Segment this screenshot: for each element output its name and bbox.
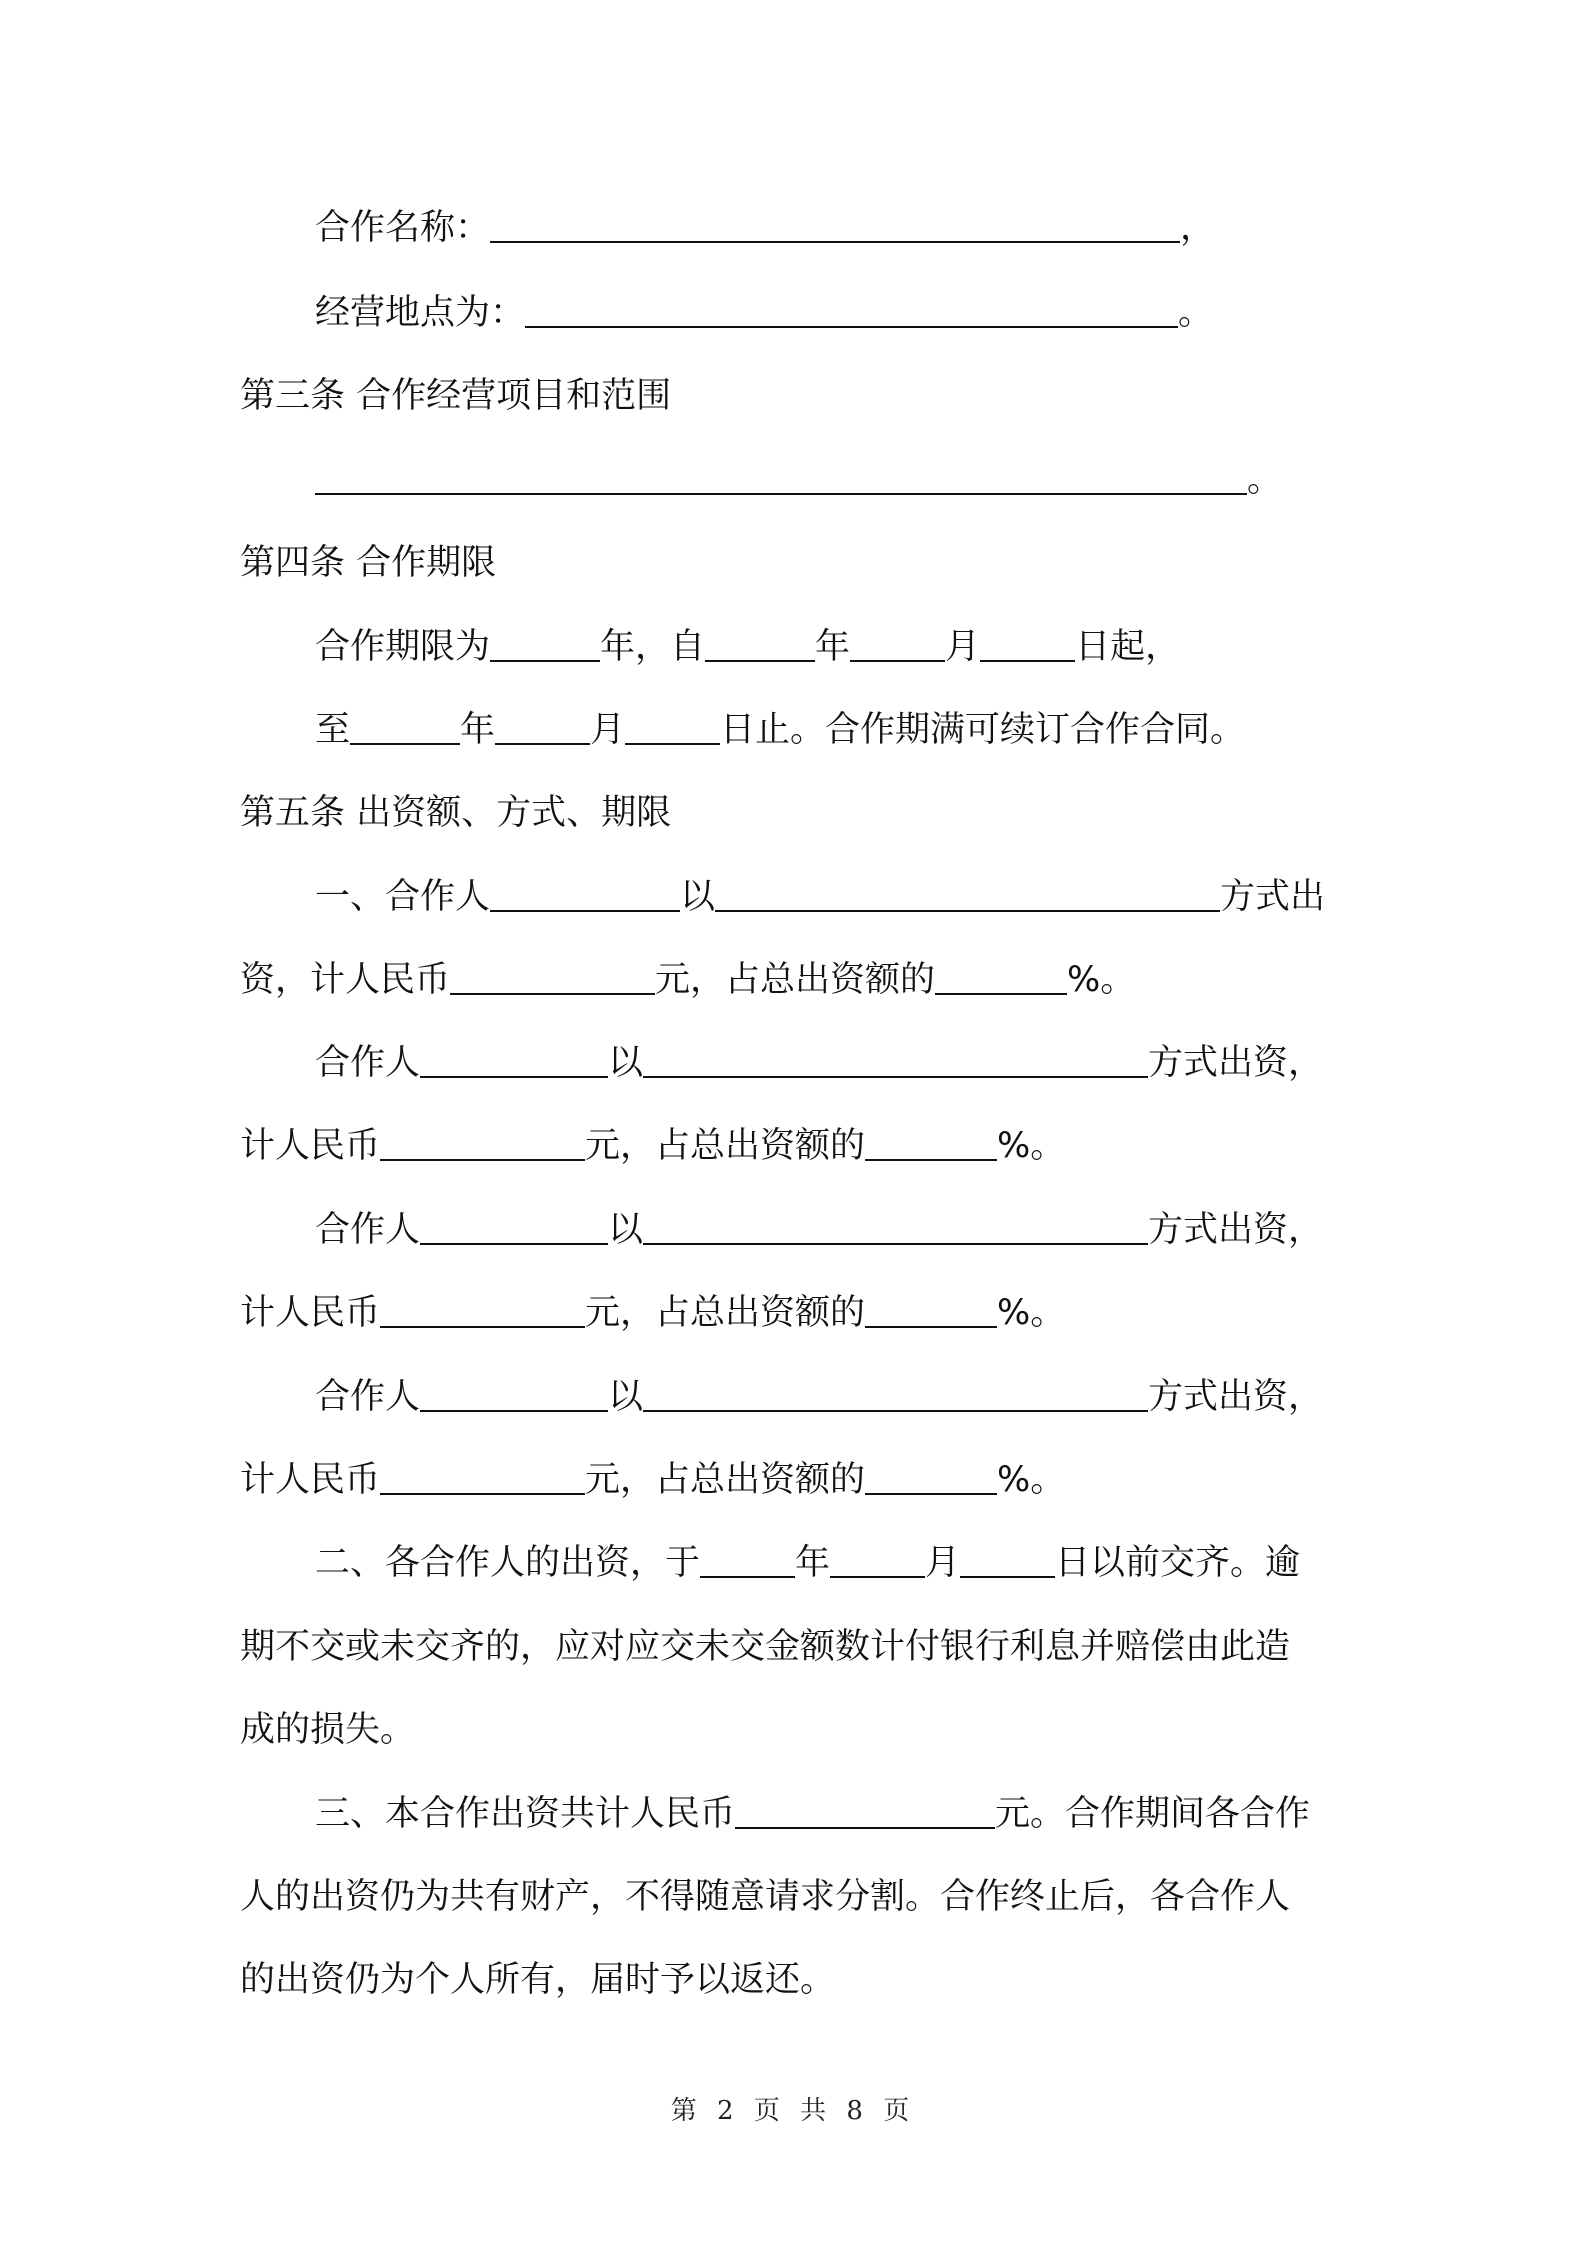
contribution-method-blank[interactable] (643, 1372, 1148, 1412)
contribution-text: 方式出资， (1148, 1377, 1324, 1417)
payment-deadline-line-1 (240, 1533, 1360, 1593)
contribution-percent-blank[interactable] (935, 955, 1067, 995)
contribution-amount-blank[interactable] (450, 955, 655, 995)
end-day-blank[interactable] (625, 705, 720, 745)
term-line-1 (240, 617, 1360, 677)
term-text: 年，自 (600, 627, 706, 667)
contribution-percent-blank[interactable] (865, 1288, 997, 1328)
contribution-text: 方式出资， (1148, 1210, 1324, 1250)
article-5-heading: 第五条 出资额、方式、期限 (240, 793, 672, 833)
article-3-heading: 第三条 合作经营项目和范围 (240, 376, 672, 416)
contribution-text: 以 (680, 877, 716, 917)
total-capital-line-3: 的出资仍为个人所有，届时予以返还。 (240, 1960, 836, 2000)
partner-name-blank[interactable] (420, 1038, 608, 1078)
payment-deadline-line-3: 成的损失。 (240, 1710, 416, 1750)
contribution-text: 元，占总出资额的 (585, 1293, 866, 1333)
article-4-heading: 第四条 合作期限 (240, 543, 497, 583)
contribution-text: 元，占总出资额的 (655, 960, 936, 1000)
contribution-text: %。 (997, 1126, 1066, 1166)
contribution-text: %。 (997, 1293, 1066, 1333)
partner-name-blank[interactable] (490, 872, 680, 912)
deadline-text: 月 (925, 1543, 961, 1583)
payment-deadline-line-2: 期不交或未交齐的，应对应交未交金额数计付银行利息并赔偿由此造 (240, 1627, 1291, 1667)
term-text: 日止。合作期满可续订合作合同。 (720, 710, 1246, 750)
deadline-text: 日以前交齐。逾 (1055, 1543, 1301, 1583)
start-year-blank[interactable] (705, 622, 815, 662)
contribution-2-line-1 (240, 1033, 1360, 1093)
deadline-text: 年 (795, 1543, 831, 1583)
start-day-blank[interactable] (980, 622, 1075, 662)
contribution-method-blank[interactable] (643, 1038, 1148, 1078)
term-text: 年 (815, 627, 851, 667)
punctuation: 。 (1178, 293, 1214, 333)
end-year-blank[interactable] (350, 705, 460, 745)
end-month-blank[interactable] (495, 705, 590, 745)
contribution-text: 合作人 (315, 1043, 421, 1083)
partner-name-blank[interactable] (420, 1372, 608, 1412)
deadline-month-blank[interactable] (830, 1538, 925, 1578)
contribution-1-line-2 (240, 950, 1360, 1010)
contribution-3-line-1 (240, 1200, 1360, 1260)
business-place-blank[interactable] (525, 288, 1178, 328)
contribution-text: 方式出资， (1148, 1043, 1324, 1083)
business-place-line (240, 283, 1360, 343)
page-number-footer: 第 2 页 共 8 页 (670, 2096, 916, 2126)
term-text: 月 (945, 627, 981, 667)
term-text: 至 (315, 710, 351, 750)
contribution-text: %。 (1067, 960, 1136, 1000)
punctuation: 。 (1247, 460, 1283, 500)
contribution-method-blank[interactable] (715, 872, 1220, 912)
contribution-text: 计人民币 (240, 1460, 381, 1500)
contribution-text: 资，计人民币 (240, 960, 451, 1000)
term-text: 月 (590, 710, 626, 750)
term-text: 日起， (1075, 627, 1181, 667)
contribution-text: 合作人 (315, 1210, 421, 1250)
contribution-4-line-1 (240, 1367, 1360, 1427)
term-years-blank[interactable] (490, 622, 600, 662)
partner-name-blank[interactable] (420, 1205, 608, 1245)
business-scope-blank[interactable] (315, 455, 1247, 495)
start-month-blank[interactable] (850, 622, 945, 662)
business-scope-line (240, 450, 1360, 510)
contribution-text: 计人民币 (240, 1293, 381, 1333)
contribution-3-line-2 (240, 1283, 1360, 1343)
cooperation-name-line (240, 198, 1360, 258)
deadline-text: 二、各合作人的出资，于 (315, 1543, 701, 1583)
contribution-text: 以 (608, 1377, 644, 1417)
cooperation-name-label: 合作名称： (315, 208, 491, 248)
contribution-text: 元，占总出资额的 (585, 1460, 866, 1500)
total-capital-line-2: 人的出资仍为共有财产，不得随意请求分割。合作终止后，各合作人 (240, 1877, 1291, 1917)
term-text: 合作期限为 (315, 627, 491, 667)
term-text: 年 (460, 710, 496, 750)
contribution-1-line-1 (240, 867, 1360, 927)
contribution-text: 以 (608, 1210, 644, 1250)
total-capital-blank[interactable] (735, 1789, 995, 1829)
contribution-percent-blank[interactable] (865, 1455, 997, 1495)
contribution-text: %。 (997, 1460, 1066, 1500)
capital-text: 三、本合作出资共计人民币 (315, 1794, 736, 1834)
total-capital-line-1 (240, 1784, 1360, 1844)
contribution-amount-blank[interactable] (380, 1121, 585, 1161)
contribution-percent-blank[interactable] (865, 1121, 997, 1161)
capital-text: 元。合作期间各合作 (995, 1794, 1311, 1834)
contribution-text: 方式出 (1220, 877, 1326, 917)
business-place-label: 经营地点为： (315, 293, 526, 333)
deadline-day-blank[interactable] (960, 1538, 1055, 1578)
term-line-2 (240, 700, 1360, 760)
contribution-text: 以 (608, 1043, 644, 1083)
contribution-text: 合作人 (315, 1377, 421, 1417)
punctuation: ， (1180, 208, 1216, 248)
contribution-text: 元，占总出资额的 (585, 1126, 866, 1166)
cooperation-name-blank[interactable] (490, 203, 1180, 243)
contribution-amount-blank[interactable] (380, 1288, 585, 1328)
deadline-year-blank[interactable] (700, 1538, 795, 1578)
contribution-method-blank[interactable] (643, 1205, 1148, 1245)
contribution-2-line-2 (240, 1116, 1360, 1176)
contribution-text: 计人民币 (240, 1126, 381, 1166)
contribution-4-line-2 (240, 1450, 1360, 1510)
contribution-text: 一、合作人 (315, 877, 491, 917)
contribution-amount-blank[interactable] (380, 1455, 585, 1495)
